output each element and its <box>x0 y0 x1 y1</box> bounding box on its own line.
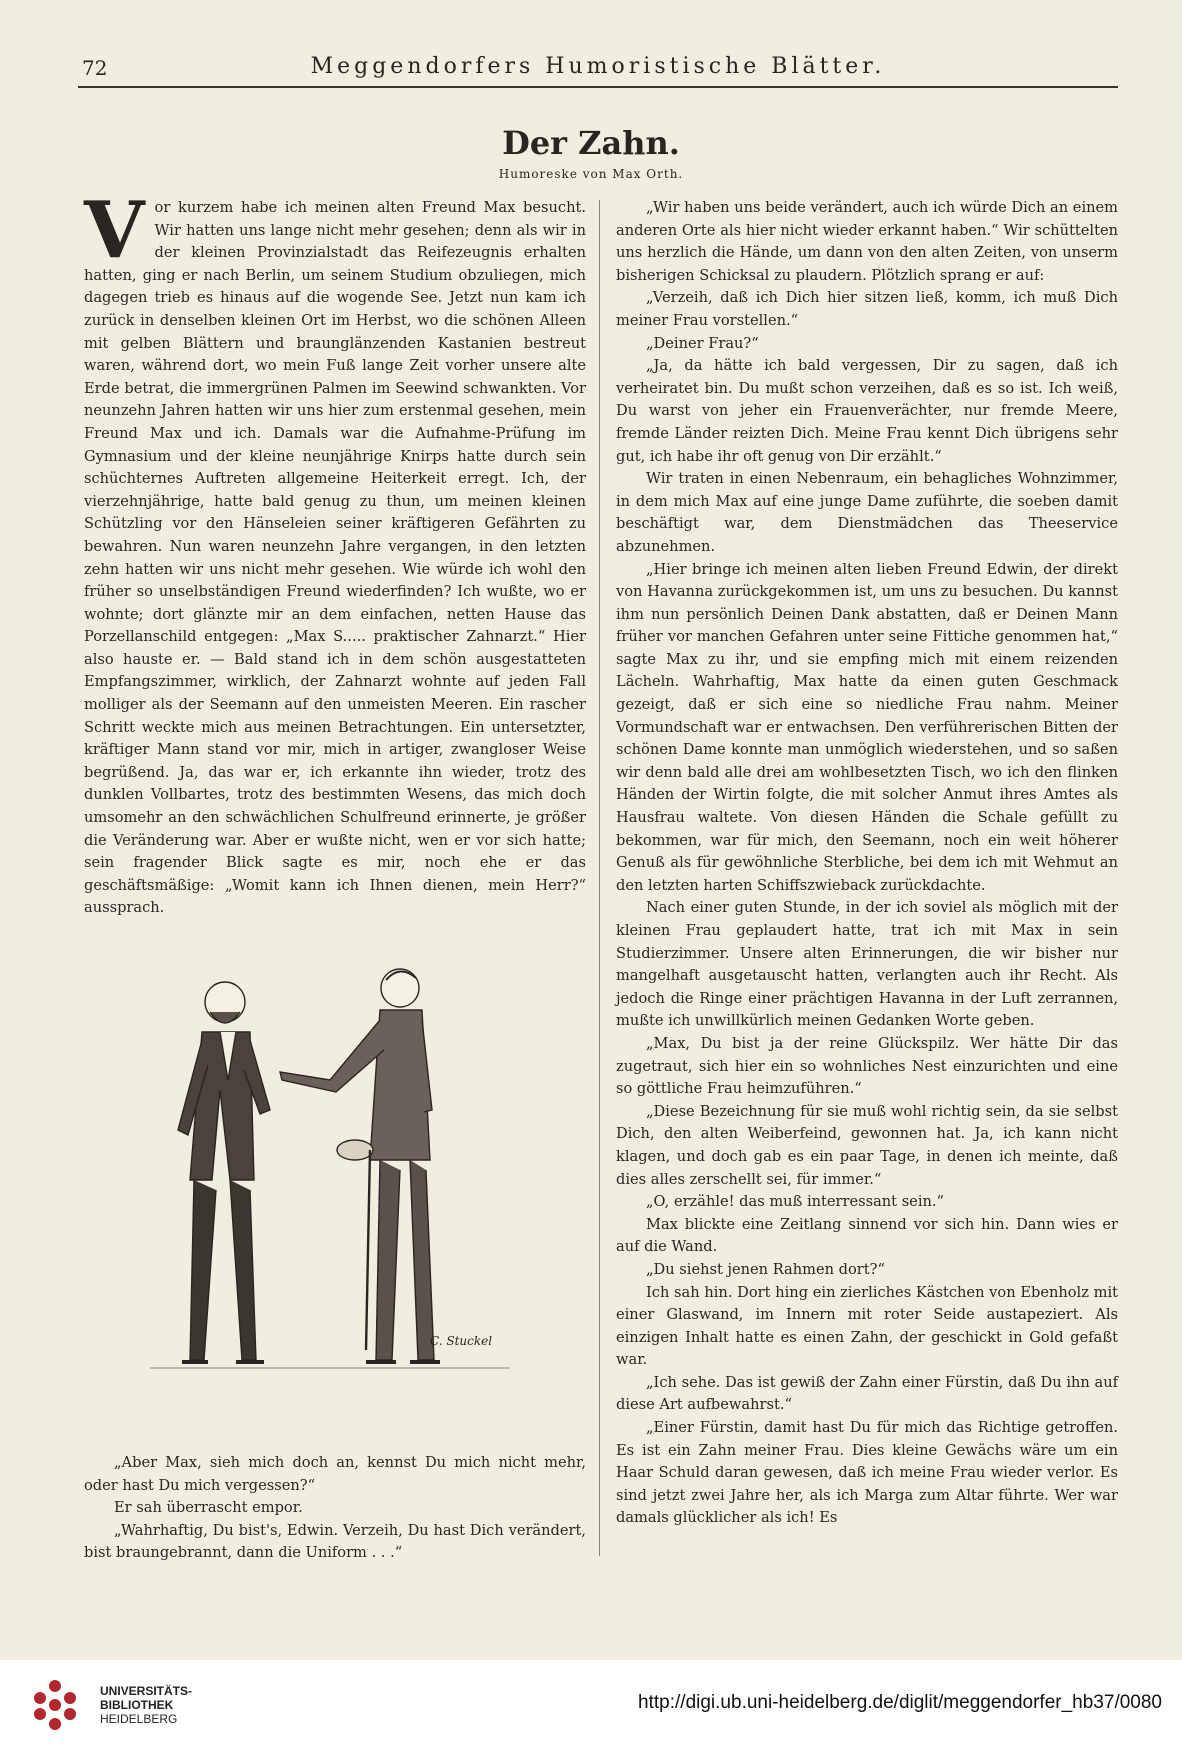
paragraph: „Hier bringe ich meinen alten lieben Freund Edwin, der direkt von Havanna zurückgekommen ist, um uns zu besuchen. Du kannst ihm nun persönlich Deinen Dank abstatten, daß er Deinen Mann früher vor manchen Gefahren unter seine Fittiche genommen hat,“ sagte Max zu ihr, und sie empfing mich mit einem reizenden Lächeln. Wahrhaftig, Max hatte da einen guten Geschmack gezeigt, daß er sich eine so niedliche Frau nahm. Meiner Vormundschaft war er entwachsen. Den verführerischen Bitten der schönen Dame konnte man unmöglich wiederstehen, und so saßen wir denn bald alle drei am wohlbesetzten Tisch, wo ich den flinken Händen der Wirtin folgte, die mit solcher Anmut ihres Amtes als Hausfrau waltete. Von diesen Händen die Schale gefüllt zu bekommen, war für mich, den Seemann, noch ein weit höherer Genuß als für gewöhnliche Sterbliche, bei dem ich mit Wehmut an den letzten harten Schiffszwieback zurückdachte. <box>616 560 1118 894</box>
paragraph: „O, erzähle! das muß interressant sein.“ <box>646 1193 944 1211</box>
viewer-footer <box>0 1660 1182 1752</box>
left-column <box>84 185 586 920</box>
figure-uniformed <box>280 969 440 1362</box>
paragraph: „Deiner Frau?“ <box>646 334 759 352</box>
header-rule <box>78 86 1118 88</box>
article-title: Der Zahn. <box>502 124 680 162</box>
paragraph: „Einer Fürstin, damit hast Du für mich das Richtige getroffen. Es ist ein Zahn meiner Frau. Dies kleine Gewächs wäre um ein Haar Schuld daran gewesen, daß ich meine Frau wieder verlor. Es sind jetzt zwei Jahre her, als ich Marga zum Altar führte. Wer war damals glücklicher als ich! Es <box>616 1419 1118 1527</box>
magazine-title: Meggendorfers Humoristische Blätter. <box>310 54 886 79</box>
paragraph: Max blickte eine Zeitlang sinnend vor sich hin. Dann wies er auf die Wand. <box>616 1215 1118 1256</box>
paragraph: „Wir haben uns beide verändert, auch ich würde Dich an einem anderen Orte als hier nicht wieder erkannt haben.“ Wir schüttelten uns herzlich die Hände, um dann von den alten Zeiten, von unserm bisherigen Schicksal zu plaudern. Plötzlich sprang er auf: <box>616 199 1118 284</box>
library-logo-icon <box>26 1676 84 1734</box>
paragraph <box>84 185 586 920</box>
figure-civilian <box>178 982 270 1362</box>
dropcap: V <box>84 185 145 276</box>
paragraph: Nach einer guten Stunde, in der ich soviel als möglich mit der kleinen Frau geplaudert hatte, trat ich mit Max in sein Studierzimmer. Unsere alten Erinnerungen, die wir bisher nur mangelhaft ausgetauscht hatten, verlangten auch ihr Recht. Als jedoch die Ringe einer prächtigen Havanna in der Luft zerrannen, mußte ich unwillkürlich meinen Gedanken Worte geben. <box>616 899 1118 1030</box>
right-column <box>616 197 1118 1530</box>
paragraph: „Aber Max, sieh mich doch an, kennst Du mich nicht mehr, oder hast Du mich vergessen?“ <box>84 1454 586 1494</box>
paragraph-text: or kurzem habe ich meinen alten Freund Max besucht. Wir hatten uns lange nicht mehr gesehen; denn als wir in der kleinen Provinzialstadt das Reifezeugnis erhalten hatten, ging er nach Berlin, um seinem Studium obzuliegen, mich dagegen trieb es hinaus auf die wogende See. Jetzt nun kam ich zurück in denselben kleinen Ort im Herbst, wo die schönen Alleen mit gelben Blättern und braunglänzenden Kastanien bestreut waren, während dort, wo mein Fuß lange Zeit vorher unsere alte Erde betrat, die immergrünen Palmen im Seewind schwankten. Vor neunzehn Jahren hatten wir uns hier zum erstenmal gesehen, mein Freund Max und ich. Damals war die Aufnahme-Prüfung im Gymnasium und der kleine neunjährige Knirps hatte durch sein schüchternes Auftreten allgemeine Heiterkeit erregt. Ich, der vierzehnjährige, hatte bald genug zu thun, um meinen kleinen Schützling vor den Hänseleien seiner kräftigeren Gefährten zu bewahren. Nun waren neunzehn Jahre vergangen, in den letzten zehn hatten wir uns nicht mehr gesehen. Wie würde ich wohl den früher so unselbständigen Freund wiederfinden? Ich wußte, wo er wohnte; dort glänzte mir an dem einfachen, netten Hause das Porzellanschild entgegen: „Max S..... praktischer Zahnarzt.“ Hier also hauste er. — Bald stand ich in dem schön ausgestatteten Empfangszimmer, wirklich, der Zahnarzt wohnte auf jeden Fall molliger als der Seemann auf den unmeisten Meeren. Ein rascher Schritt weckte mich aus meinen Betrachtungen. Ein untersetzter, kräftiger Mann stand vor mir, mich in artiger, zwangloser Weise begrüßend. Ja, das war er, ich erkannte ihn wieder, trotz des dunklen Vollbartes, trotz des bestimmten Wesens, das mich doch umsomehr an den schwächlichen Schulfreund erinnerte, je größer die Veränderung war. Aber er wußte nicht, wen er vor sich hatte; sein fragender Blick sagte es mir, noch ehe er das geschäftsmäßige: „Womit kann ich Ihnen dienen, mein Herr?“ aussprach. <box>84 199 586 917</box>
source-url-link[interactable]: http://digi.ub.uni-heidelberg.de/diglit/meggendorfer_hb37/0080 <box>638 1692 1162 1713</box>
illustration <box>130 940 530 1400</box>
page-number: 72 <box>82 56 108 80</box>
paragraph: „Du siehst jenen Rahmen dort?“ <box>646 1260 885 1278</box>
paragraph: „Diese Bezeichnung für sie muß wohl richtig sein, da sie selbst Dich, den alten Weiberfeind, gewonnen hat. Ja, ich kann nicht klagen, und doch gab es ein paar Tage, in denen ich meinte, daß dies alles zerschellt sei, für immer.“ <box>616 1102 1118 1188</box>
illustration-signature: C. Stuckel <box>430 1334 493 1348</box>
paragraph: Er sah überrascht empor. <box>114 1499 303 1517</box>
paragraph: Wir traten in einen Nebenraum, ein behagliches Wohnzimmer, in dem mich Max auf eine junge Dame zuführte, die soeben damit beschäftigt war, dem Dienstmädchen das Theeservice abzunehmen. <box>616 470 1118 555</box>
paragraph: „Verzeih, daß ich Dich hier sitzen ließ, komm, ich muß Dich meiner Frau vorstellen.“ <box>616 289 1118 329</box>
paragraph: „Ich sehe. Das ist gewiß der Zahn einer Fürstin, daß Du ihn auf diese Art aufbewahrst.“ <box>616 1373 1118 1414</box>
paragraph: Ich sah hin. Dort hing ein zierliches Kästchen von Ebenholz mit einer Glaswand, im Innern mit roter Seide austapeziert. Als einzigen Inhalt hatte es einen Zahn, der geschickt in Gold gefaßt war. <box>616 1283 1118 1369</box>
paragraph: „Ja, da hätte ich bald vergessen, Dir zu sagen, daß ich verheiratet bin. Du mußt schon verzeihen, daß es so ist. Ich weiß, Du warst von jeher ein Frauenverächter, nur fremde Meere, fremde Länder reizten Dich. Meine Frau kennt Dich übrigens sehr gut, ich habe ihr oft genug von Dir erzählt.“ <box>616 357 1118 465</box>
library-name: UNIVERSITÄTS- BIBLIOTHEK HEIDELBERG <box>100 1684 193 1726</box>
paragraph: „Max, Du bist ja der reine Glückspilz. Wer hätte Dir das zugetraut, sich hier ein so wohnliches Nest einzurichten und eine so göttliche Frau heimzuführen.“ <box>616 1034 1118 1098</box>
left-column-bottom <box>84 1452 586 1565</box>
column-divider <box>599 200 600 1556</box>
paragraph: „Wahrhaftig, Du bist's, Edwin. Verzeih, Du hast Dich verändert, bist braungebrannt, dann die Uniform . . .“ <box>84 1521 586 1562</box>
page-header <box>78 50 1118 90</box>
article-byline: Humoreske von Max Orth. <box>498 167 684 181</box>
